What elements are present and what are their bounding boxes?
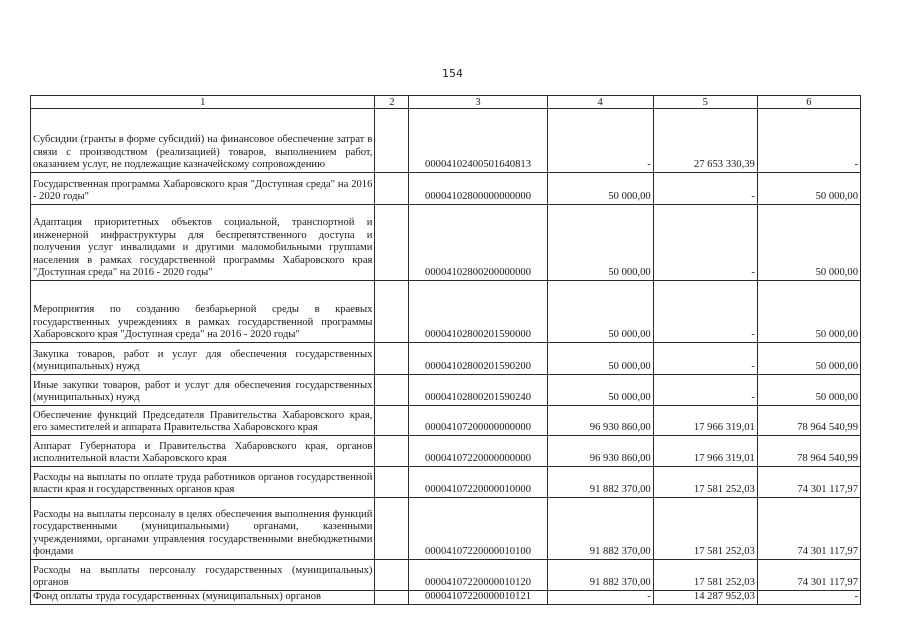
row-name: Закупка товаров, работ и услуг для обеспечения государственных (муниципальных) нужд <box>31 343 375 375</box>
row-col6: 50 000,00 <box>757 173 860 205</box>
column-header: 3 <box>409 96 547 109</box>
row-code: 00004107220000010120 <box>409 560 547 591</box>
row-name: Расходы на выплаты персоналу в целях обеспечения выполнения функций государственными (муниципальными) органами, казенными учреждениями, органами управления государственными внебюджетными фондами <box>31 498 375 560</box>
row-name: Фонд оплаты труда государственных (муниципальных) органов <box>31 591 375 605</box>
row-col4: - <box>547 109 653 173</box>
row-col4: 91 882 370,00 <box>547 467 653 498</box>
row-col6: 50 000,00 <box>757 281 860 343</box>
row-col6: 50 000,00 <box>757 205 860 281</box>
row-col6: 74 301 117,97 <box>757 498 860 560</box>
row-col6: 74 301 117,97 <box>757 467 860 498</box>
row-name: Государственная программа Хабаровского края "Доступная среда" на 2016 - 2020 годы" <box>31 173 375 205</box>
row-code: 00004107220000010100 <box>409 498 547 560</box>
row-code: 00004102800200000000 <box>409 205 547 281</box>
row-col4: - <box>547 591 653 605</box>
table-row <box>31 436 861 467</box>
row-col2 <box>375 173 409 205</box>
table-row <box>31 498 861 560</box>
row-col2 <box>375 467 409 498</box>
row-col2 <box>375 343 409 375</box>
row-col2 <box>375 205 409 281</box>
row-code: 00004107220000010121 <box>409 591 547 605</box>
budget-table <box>30 95 861 605</box>
row-name: Расходы на выплаты персоналу государственных (муниципальных) органов <box>31 560 375 591</box>
table-row <box>31 343 861 375</box>
table-row <box>31 281 861 343</box>
row-code: 00004107220000000000 <box>409 436 547 467</box>
row-code: 00004102800000000000 <box>409 173 547 205</box>
row-name: Обеспечение функций Председателя Правительства Хабаровского края, его заместителей и аппарата Правительства Хабаровского края <box>31 406 375 436</box>
row-col6: 78 964 540,99 <box>757 406 860 436</box>
row-col5: - <box>653 281 757 343</box>
row-col6: 50 000,00 <box>757 375 860 406</box>
table-header-row <box>31 96 861 109</box>
row-name: Субсидии (гранты в форме субсидий) на финансовое обеспечение затрат в связи с производством (реализацией) товаров, выполнением работ, оказанием услуг, не подлежащие казначейскому сопровождению <box>31 109 375 173</box>
row-col4: 50 000,00 <box>547 343 653 375</box>
row-code: 00004102400501640813 <box>409 109 547 173</box>
column-header: 2 <box>375 96 409 109</box>
row-name: Мероприятия по созданию безбарьерной среды в краевых государственных учреждениях в рамках государственной программы Хабаровского края "Доступная среда" на 2016 - 2020 годы" <box>31 281 375 343</box>
row-code: 00004102800201590000 <box>409 281 547 343</box>
row-code: 00004107200000000000 <box>409 406 547 436</box>
table-row <box>31 173 861 205</box>
row-col4: 50 000,00 <box>547 205 653 281</box>
row-col4: 96 930 860,00 <box>547 436 653 467</box>
row-col2 <box>375 406 409 436</box>
row-col6: 78 964 540,99 <box>757 436 860 467</box>
row-col4: 50 000,00 <box>547 173 653 205</box>
row-code: 00004102800201590200 <box>409 343 547 375</box>
column-header: 5 <box>653 96 757 109</box>
table-row <box>31 560 861 591</box>
row-col2 <box>375 591 409 605</box>
row-col5: - <box>653 343 757 375</box>
row-col5: - <box>653 375 757 406</box>
row-col5: 27 653 330,39 <box>653 109 757 173</box>
column-header: 6 <box>757 96 860 109</box>
row-col6: - <box>757 109 860 173</box>
row-col2 <box>375 498 409 560</box>
row-col5: 17 966 319,01 <box>653 406 757 436</box>
row-name: Адаптация приоритетных объектов социальной, транспортной и инженерной инфраструктуры для беспрепятственного доступа и получения услуг инвалидами и другими маломобильными группами населения в рамках государственной программы Хабаровского края "Доступная среда" на 2016 - 2020 годы" <box>31 205 375 281</box>
row-col5: 14 287 952,03 <box>653 591 757 605</box>
table-row <box>31 467 861 498</box>
row-code: 00004102800201590240 <box>409 375 547 406</box>
row-name: Расходы на выплаты по оплате труда работников органов государственной власти края и государственных органов края <box>31 467 375 498</box>
row-col4: 91 882 370,00 <box>547 560 653 591</box>
row-col4: 91 882 370,00 <box>547 498 653 560</box>
row-col6: - <box>757 591 860 605</box>
row-col5: 17 581 252,03 <box>653 498 757 560</box>
row-code: 00004107220000010000 <box>409 467 547 498</box>
column-header: 4 <box>547 96 653 109</box>
row-col4: 50 000,00 <box>547 375 653 406</box>
row-col6: 50 000,00 <box>757 343 860 375</box>
table-row <box>31 375 861 406</box>
column-header: 1 <box>31 96 375 109</box>
row-col2 <box>375 560 409 591</box>
row-col2 <box>375 281 409 343</box>
table-row <box>31 205 861 281</box>
row-col2 <box>375 375 409 406</box>
table-row <box>31 591 861 605</box>
row-name: Аппарат Губернатора и Правительства Хабаровского края, органов исполнительной власти Хабаровского края <box>31 436 375 467</box>
row-col5: - <box>653 205 757 281</box>
row-col5: 17 966 319,01 <box>653 436 757 467</box>
row-name: Иные закупки товаров, работ и услуг для обеспечения государственных (муниципальных) нужд <box>31 375 375 406</box>
page-number: 154 <box>442 67 463 80</box>
row-col5: - <box>653 173 757 205</box>
table-row <box>31 109 861 173</box>
row-col2 <box>375 436 409 467</box>
row-col5: 17 581 252,03 <box>653 560 757 591</box>
row-col5: 17 581 252,03 <box>653 467 757 498</box>
row-col2 <box>375 109 409 173</box>
row-col4: 50 000,00 <box>547 281 653 343</box>
row-col6: 74 301 117,97 <box>757 560 860 591</box>
row-col4: 96 930 860,00 <box>547 406 653 436</box>
table-row <box>31 406 861 436</box>
